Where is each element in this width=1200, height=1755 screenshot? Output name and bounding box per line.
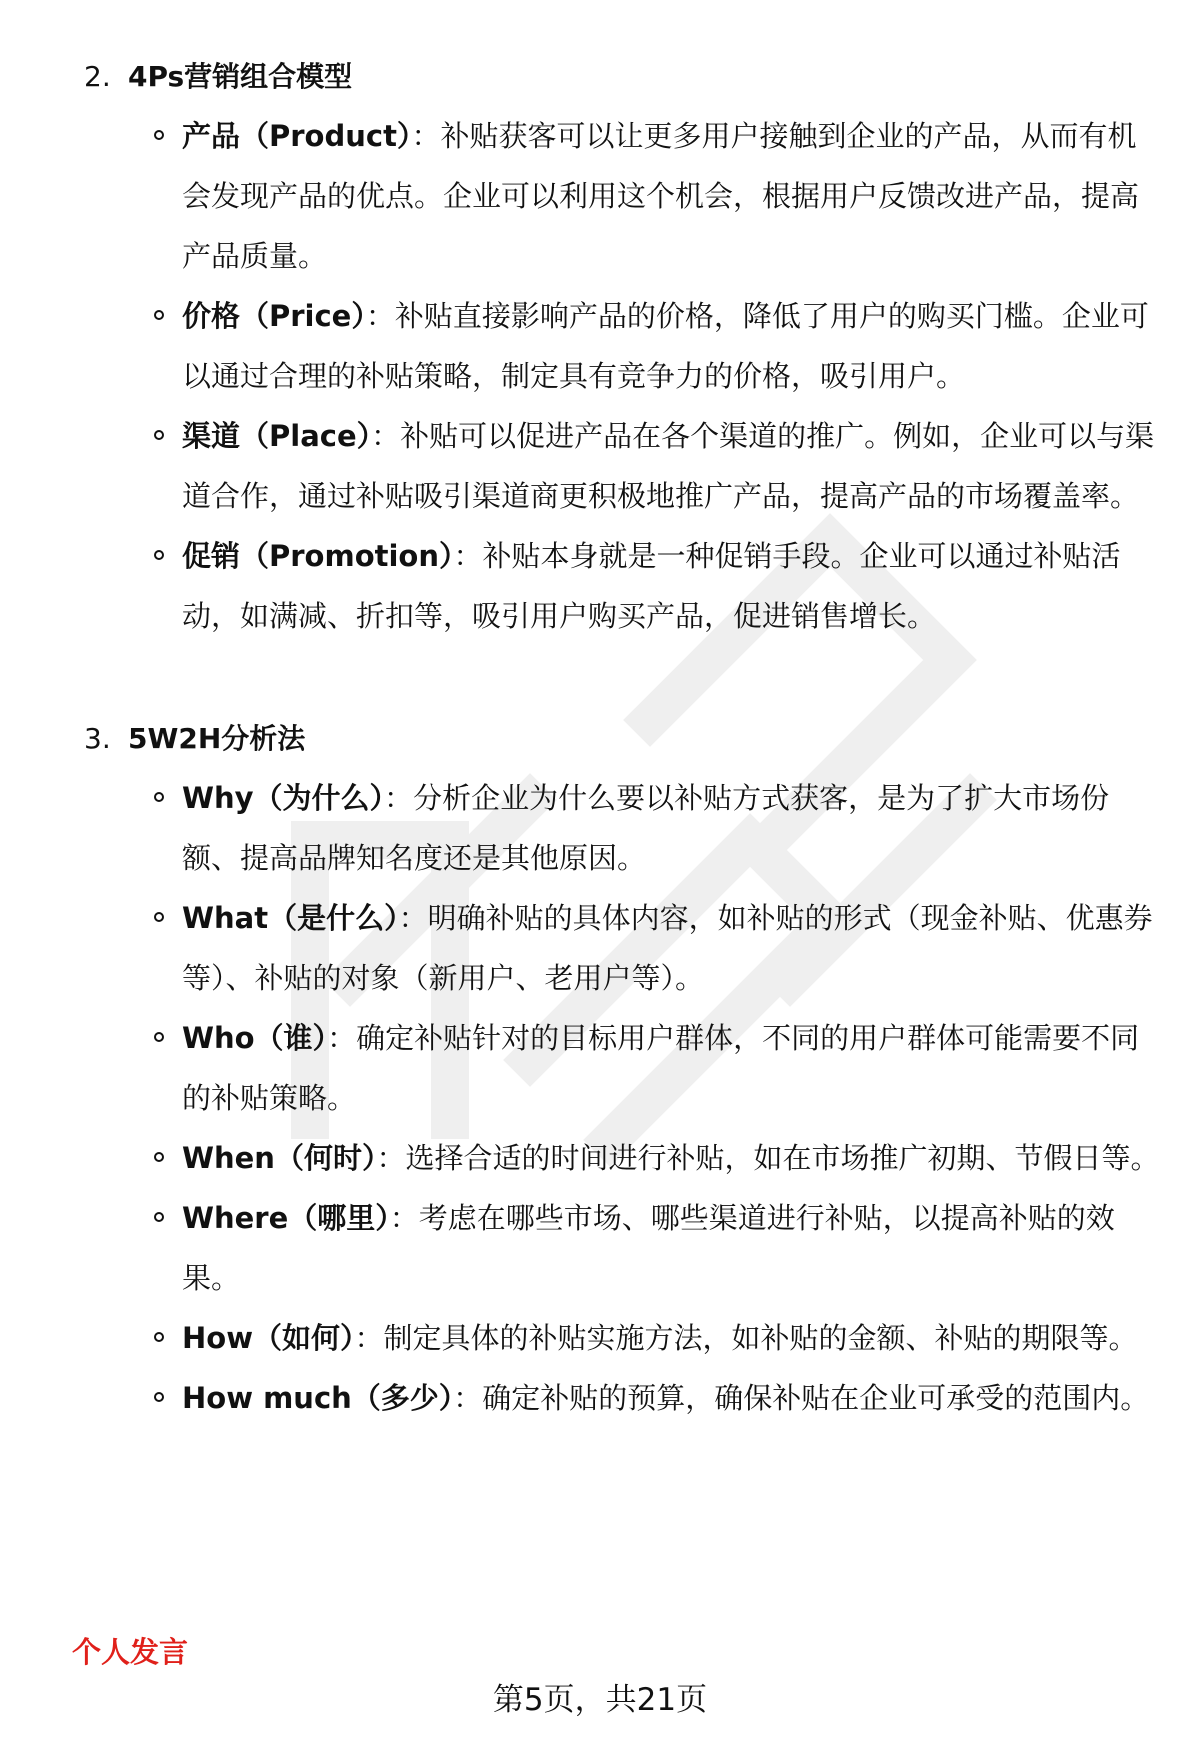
- item-text: 确定补贴针对的目标用户群体，不同的用户群体可能需要不同的补贴策略。: [182, 1021, 1140, 1115]
- section-title: 4Ps营销组合模型: [128, 60, 353, 93]
- personal-statement-heading: 个人发言: [72, 1635, 189, 1669]
- list-item: [84, 286, 1164, 406]
- item-term: Why（为什么）: [182, 781, 385, 815]
- list-item: [84, 888, 1164, 1008]
- circle-bullet-icon: [154, 130, 164, 140]
- section-heading: [84, 48, 1164, 106]
- item-term: 促销（Promotion）: [182, 539, 454, 573]
- item-text: 考虑在哪些市场、哪些渠道进行补贴，以提高补贴的效果。: [182, 1201, 1115, 1295]
- item-separator: ：: [384, 781, 414, 815]
- list-item: [84, 1128, 1164, 1188]
- item-separator: ：: [389, 1201, 419, 1235]
- item-text: 选择合适的时间进行补贴，如在市场推广初期、节假日等。: [405, 1141, 1160, 1175]
- item-term: When（何时）: [182, 1141, 377, 1175]
- bullet-list: [84, 106, 1164, 646]
- list-item: [84, 406, 1164, 526]
- item-term: 价格（Price）: [182, 299, 366, 333]
- item-term: What（是什么）: [182, 901, 399, 935]
- circle-bullet-icon: [154, 550, 164, 560]
- page-footer: 第5页，共21页: [492, 1682, 708, 1718]
- bullet-list: [84, 768, 1164, 1428]
- item-separator: ：: [398, 901, 428, 935]
- section-4ps: [84, 48, 1164, 646]
- item-term: How（如何）: [182, 1321, 355, 1355]
- circle-bullet-icon: [154, 792, 164, 802]
- item-term: How much（多少）: [182, 1381, 454, 1415]
- list-item: [84, 768, 1164, 888]
- item-text: 明确补贴的具体内容，如补贴的形式（现金补贴、优惠券等）、补贴的对象（新用户、老用户等）。: [182, 901, 1153, 995]
- section-title: 5W2H分析法: [128, 722, 306, 755]
- circle-bullet-icon: [154, 430, 164, 440]
- circle-bullet-icon: [154, 310, 164, 320]
- item-text: 补贴获客可以让更多用户接触到企业的产品，从而有机会发现产品的优点。企业可以利用这个机会，根据用户反馈改进产品，提高产品质量。: [182, 119, 1140, 273]
- list-item: [84, 1368, 1164, 1428]
- item-separator: ：: [453, 539, 483, 573]
- list-item: [84, 106, 1164, 286]
- circle-bullet-icon: [154, 1332, 164, 1342]
- list-item: [84, 1188, 1164, 1308]
- item-term: Who（谁）: [182, 1021, 328, 1055]
- item-text: 分析企业为什么要以补贴方式获客，是为了扩大市场份额、提高品牌知名度还是其他原因。: [182, 781, 1110, 875]
- item-text: 补贴本身就是一种促销手段。企业可以通过补贴活动，如满减、折扣等，吸引用户购买产品，促进销售增长。: [182, 539, 1121, 633]
- circle-bullet-icon: [154, 1212, 164, 1222]
- section-heading: [84, 710, 1164, 768]
- list-item: [84, 1308, 1164, 1368]
- item-separator: ：: [354, 1321, 384, 1355]
- list-item: [84, 1008, 1164, 1128]
- section-number: 3.: [84, 722, 111, 755]
- item-separator: ：: [327, 1021, 357, 1055]
- item-separator: ：: [376, 1141, 406, 1175]
- section-number: 2.: [84, 60, 111, 93]
- item-term: 产品（Product）: [182, 119, 412, 153]
- circle-bullet-icon: [154, 1032, 164, 1042]
- circle-bullet-icon: [154, 1152, 164, 1162]
- item-term: 渠道（Place）: [182, 419, 372, 453]
- item-separator: ：: [453, 1381, 483, 1415]
- circle-bullet-icon: [154, 912, 164, 922]
- item-separator: ：: [411, 119, 441, 153]
- list-item: [84, 526, 1164, 646]
- item-term: Where（哪里）: [182, 1201, 390, 1235]
- section-5w2h: [84, 710, 1164, 1428]
- item-text: 补贴可以促进产品在各个渠道的推广。例如，企业可以与渠道合作，通过补贴吸引渠道商更积极地推广产品，提高产品的市场覆盖率。: [182, 419, 1155, 513]
- item-separator: ：: [365, 299, 395, 333]
- item-text: 制定具体的补贴实施方法，如补贴的金额、补贴的期限等。: [383, 1321, 1138, 1355]
- item-separator: ：: [371, 419, 401, 453]
- circle-bullet-icon: [154, 1392, 164, 1402]
- item-text: 确定补贴的预算，确保补贴在企业可承受的范围内。: [482, 1381, 1150, 1415]
- item-text: 补贴直接影响产品的价格，降低了用户的购买门槛。企业可以通过合理的补贴策略，制定具有竞争力的价格，吸引用户。: [182, 299, 1149, 393]
